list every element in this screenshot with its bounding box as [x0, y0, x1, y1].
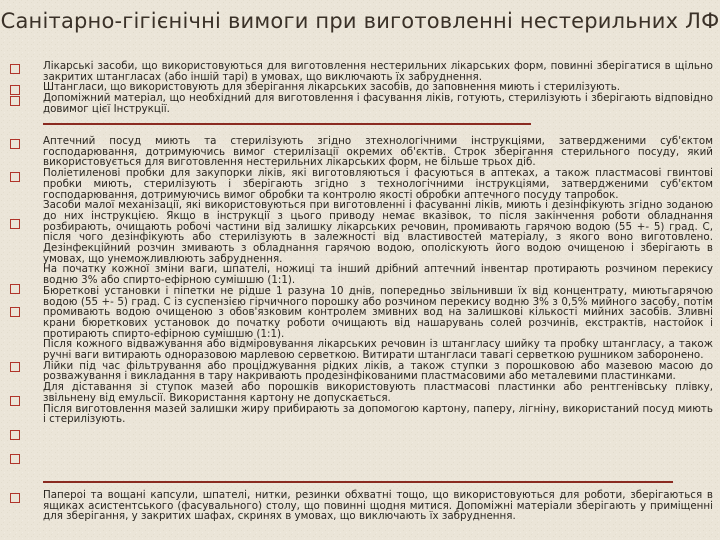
bullet-icon: [10, 64, 20, 74]
bullet-icon: [10, 172, 20, 182]
bullet-icon: [10, 493, 20, 503]
bullet-icon: [10, 284, 20, 294]
list-item: Для діставання зі ступок мазей або порошків використовують пластмасові пластинки або рентгенівську плівку, звільнену від емульсії. Використання картону не допускається.: [43, 381, 713, 404]
bullet-icon: [10, 396, 20, 406]
section-divider: [43, 481, 673, 483]
slide-title: Санітарно-гігієнічні вимоги при виготовленні нестерильних ЛФ: [0, 9, 720, 33]
section-divider: [43, 123, 531, 125]
bullet-text-group-1: [43, 61, 713, 115]
bullet-icon: [10, 362, 20, 372]
list-item: Допоміжний матеріал, що необхідний для виготовлення і фасування ліків, готують, стерилізують і зберігають відповідно довимог цієї Інструкції.: [43, 92, 713, 115]
list-item: Лійки під час фільтрування або проціджування рідких ліків, а також ступки з порошковою або мазевою масою до розважування і викладання в тару накривають продезінфікованими пластмасовими або металевими пластинками.: [43, 359, 713, 383]
bullet-icon: [10, 139, 20, 149]
list-item: Поліетиленові пробки для закупорки ліків, які виготовляються і фасуються в аптеках, а також пластмасові гвинтові пробки миють, стерилізують і зберігають згідно з технологічними інструкціями, затвердженими суб'єктом господарювання, дотримуючись вимог обробки та контролю якості обробки аптечного посуду тапробок.: [43, 167, 713, 201]
bullet-icon: [10, 219, 20, 229]
list-item: Аптечний посуд миють та стерилізують згідно зтехнологічними інструкціями, затвердженими суб'єктом господарювання, дотримуючись вимог стерилізації окремих об'єктів. Строк зберігання стерильного посуду, який використовується для виготовлення нестерильних лікарських форм, не більше трьох діб.: [43, 135, 713, 169]
list-item: Засоби малої механізації, які використовуються при виготовленні і фасуванні ліків, миють і дезінфікують згідно зоданою до них інструкцією. Якщо в інструкції з цього приводу немає вказівок, то після закінчення роботи обладнання розбирають, очищають робочі частини від залишку лікарських речовин, промивають гарячою водою (55 +- 5) град. С, після чого дезінфікують або стерилізують в залежності від властивостей матеріалу, з якого воно виготовлено. Дезінфекційний розчин змивають з обладнання гарячою водою, ополіскують його водою очищеною і зберігають в умовах, що унеможливлюють забруднення.: [43, 199, 713, 265]
list-item: Після виготовлення мазей залишки жиру прибирають за допомогою картону, паперу, лігніну, використаний посуд миють і стерилізують.: [43, 402, 713, 426]
bullet-icon: [10, 96, 20, 106]
bullet-icon: [10, 454, 20, 464]
list-item: Папероі та вощані капсули, шпателі, нитки, резинки обхватні тощо, що використовуються для роботи, зберігаються в ящиках асистентського (фасувального) столу, що повинні щодня митися. Допоміжні матеріали зберігають у приміщенні для зберігання, у закритих шафах, скринях в умовах, що виключають їх забруднення.: [43, 489, 713, 523]
bullet-text-group-3: [43, 490, 713, 522]
list-item: Лікарські засоби, що використовуються для виготовлення нестерильних лікарських форм, повинні зберігатися в щільно закритих штангласах (або іншій тарі) в умовах, що виключають їх забруднення.: [43, 60, 713, 83]
bullet-icon: [10, 430, 20, 440]
bullet-icon: [10, 307, 20, 317]
list-item: На початку кожної зміни ваги, шпателі, ножиці та інший дрібний аптечний інвентар протирають розчином перекису водню 3% або спирто-ефірною сумішшю (1:1).: [43, 263, 713, 287]
list-item: Штанглаcи, що використовують для зберігання лікарських засобів, до заповнення миють і стерилізують.: [43, 81, 621, 94]
list-item: Після кожного відважування або відміровування лікарських речовин із штанглаcу шийку та пробку штанглаcу, а також ручні ваги витирають одноразовою марлевою серветкою. Витирати штанглаcи тавагі серветкою рушником заборонено.: [43, 338, 713, 362]
bullet-icon: [10, 85, 20, 95]
list-item: Бюреткові установки і піпетки не рідше 1 разуна 10 днів, попередньо звільнивши їх від концентрату, миютьгарячою водою (55 +- 5) град. С із суспензією гірчичного порошку або розчином перекису водню 3% з 0,5% мийного засобу, потім промивають водою очищеною з обов'язковим контролем змивних вод на залишкові кількості мийних засобів. Зливні крани бюреткових установок до початку роботи очищають від нашарувань солей розчинів, екстрактів, настойок і протирають спирто-ефірною сумішшю (1:1).: [43, 284, 713, 340]
bullet-text-group-2: [43, 136, 713, 425]
